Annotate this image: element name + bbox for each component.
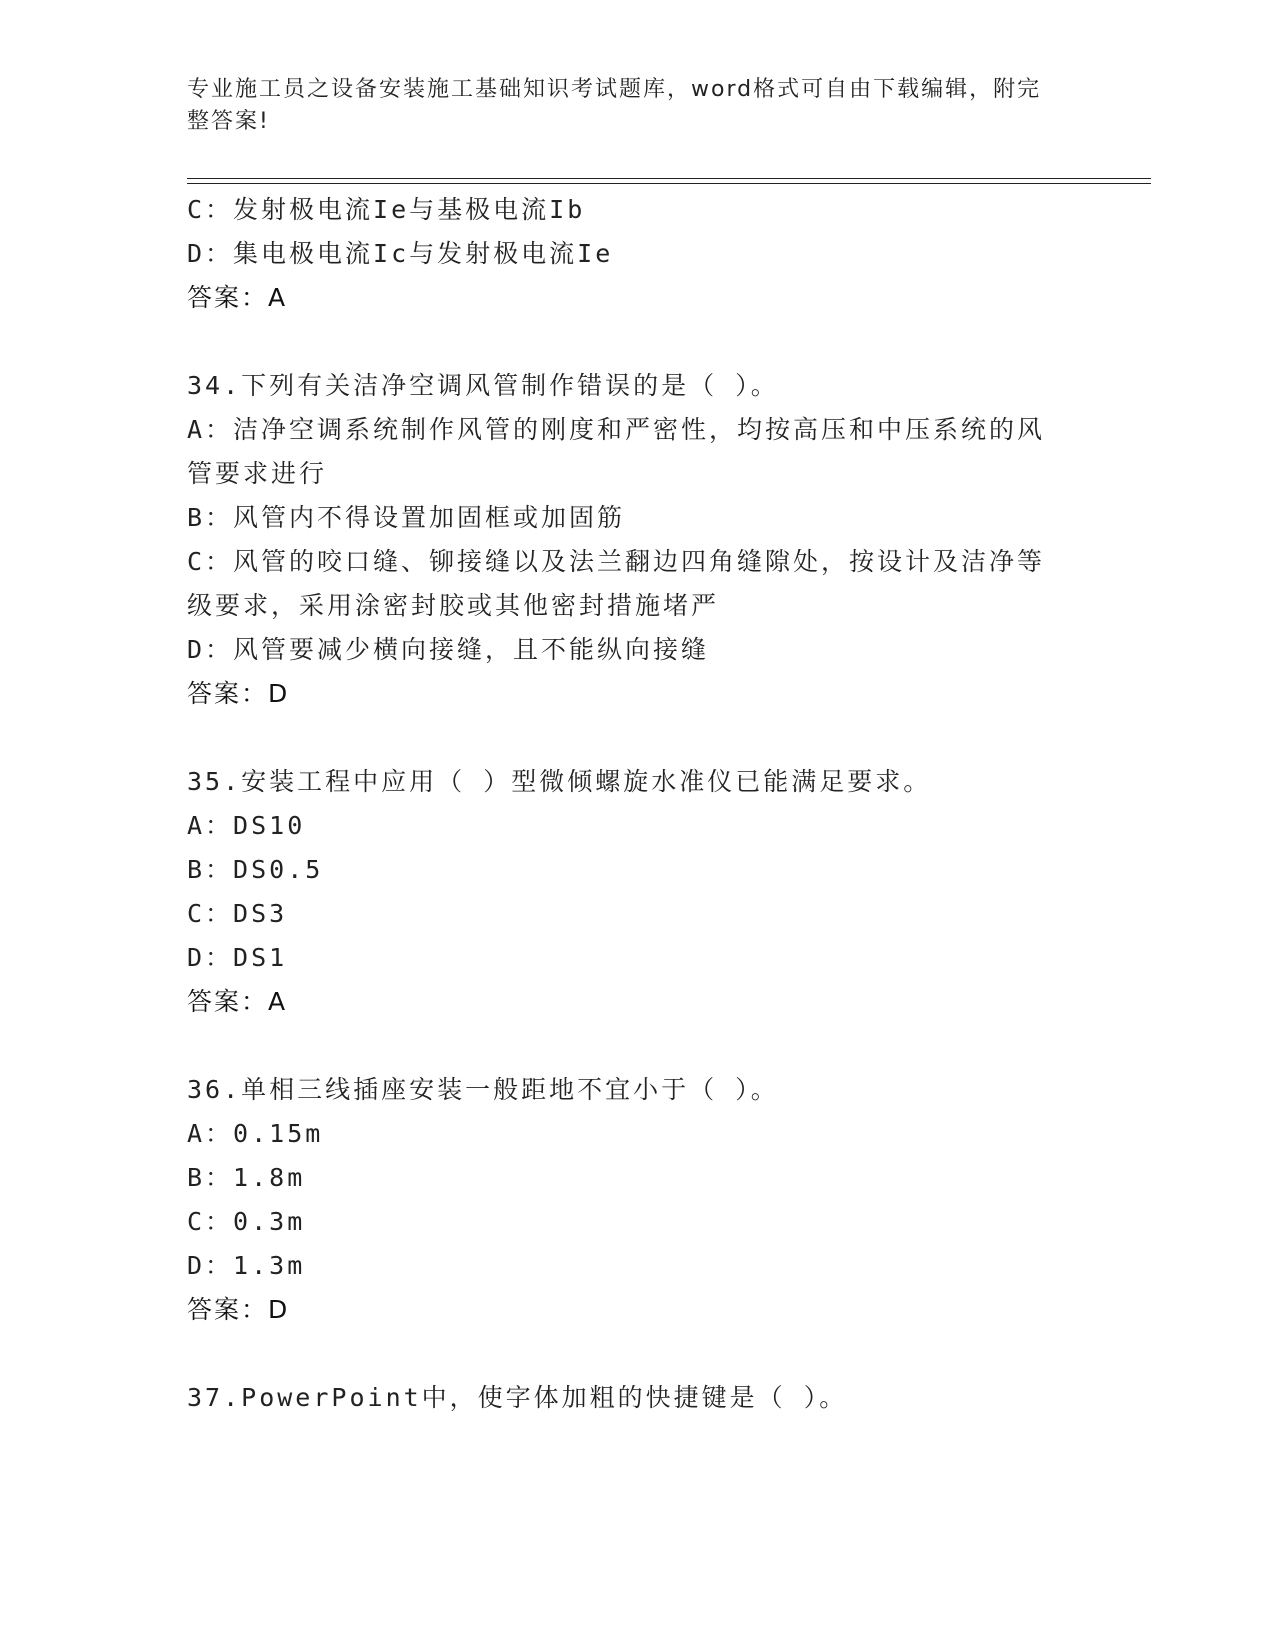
q36-option-a: A：0.15m xyxy=(187,1119,324,1148)
header-divider-top xyxy=(187,178,1151,179)
q33-option-d: D：集电极电流Ic与发射极电流Ie xyxy=(187,239,614,268)
q35-option-b: B：DS0.5 xyxy=(187,855,324,884)
q35-question: 35.安装工程中应用（ ）型微倾螺旋水准仪已能满足要求。 xyxy=(187,767,932,796)
q37-question: 37.PowerPoint中，使字体加粗的快捷键是（ ）。 xyxy=(187,1383,848,1412)
q35-answer: 答案：A xyxy=(187,987,288,1016)
q34-option-a-line1: A：洁净空调系统制作风管的刚度和严密性，均按高压和中压系统的风 xyxy=(187,415,1046,444)
q35-option-d: D：DS1 xyxy=(187,943,288,972)
q34-option-b: B：风管内不得设置加固框或加固筋 xyxy=(187,503,626,532)
q34-option-d: D：风管要减少横向接缝，且不能纵向接缝 xyxy=(187,635,710,664)
q34-question: 34.下列有关洁净空调风管制作错误的是（ ）。 xyxy=(187,371,779,400)
q35-option-a: A：DS10 xyxy=(187,811,306,840)
q36-option-c: C：0.3m xyxy=(187,1207,306,1236)
header-line-2: 整答案! xyxy=(187,109,270,134)
document-header xyxy=(187,74,1087,138)
q34-option-c-line1: C：风管的咬口缝、铆接缝以及法兰翻边四角缝隙处，按设计及洁净等 xyxy=(187,547,1046,576)
q35-option-c: C：DS3 xyxy=(187,899,288,928)
q36-option-d: D：1.3m xyxy=(187,1251,306,1280)
q36-answer: 答案：D xyxy=(187,1295,290,1324)
q34-answer: 答案：D xyxy=(187,679,290,708)
q33-answer: 答案：A xyxy=(187,283,288,312)
header-line-1: 专业施工员之设备安装施工基础知识考试题库，word格式可自由下载编辑，附完 xyxy=(187,77,1042,102)
q34-option-c-line2: 级要求，采用涂密封胶或其他密封措施堵严 xyxy=(187,591,720,620)
q36-option-b: B：1.8m xyxy=(187,1163,306,1192)
q36-question: 36.单相三线插座安装一般距地不宜小于（ ）。 xyxy=(187,1075,779,1104)
q34-option-a-line2: 管要求进行 xyxy=(187,459,328,488)
header-divider-bottom xyxy=(187,183,1151,184)
q33-option-c: C：发射极电流Ie与基极电流Ib xyxy=(187,195,586,224)
